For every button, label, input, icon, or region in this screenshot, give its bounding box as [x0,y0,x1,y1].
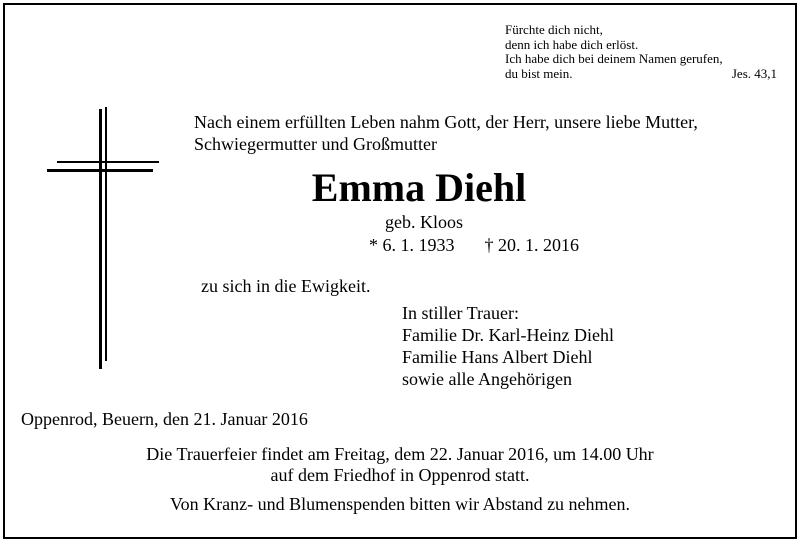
flowers-note: Von Kranz- und Blumenspenden bitten wir Abstand zu nehmen. [169,494,631,514]
intro-line-1: Nach einem erfüllten Leben nahm Gott, der Herr, unsere liebe Mutter, [194,112,698,132]
mourners-block [402,302,614,390]
funeral-info [5,444,795,486]
verse-line-4: du bist mein. [505,65,573,81]
mourners-heading: In stiller Trauer: [402,303,519,323]
verse-last-row [505,67,777,82]
birth-date: * 6. 1. 1933 [369,235,455,255]
funeral-line-1: Die Trauerfeier findet am Freitag, dem 22. Januar 2016, um 14.00 Uhr [146,444,654,464]
mourner-1: Familie Dr. Karl-Heinz Diehl [402,325,614,345]
mourner-2: Familie Hans Albert Diehl [402,347,593,367]
maiden-name: geb. Kloos [385,212,463,232]
verse-reference: Jes. 43,1 [731,65,777,81]
verse-line-3: Ich habe dich bei deinem Namen gerufen, [505,51,723,66]
life-dates [369,235,579,256]
eternity-text: zu sich in die Ewigkeit. [201,276,371,296]
place-date: Oppenrod, Beuern, den 21. Januar 2016 [21,409,308,429]
verse-line-1: Fürchte dich nicht, [505,22,603,37]
verse-line-2: denn ich habe dich erlöst. [505,36,639,52]
intro-text [194,111,698,155]
intro-line-2: Schwiegermutter und Großmutter [194,134,437,154]
obituary-notice [3,3,797,539]
deceased-name: Emma Diehl [311,165,527,210]
death-date: † 20. 1. 2016 [484,235,579,255]
funeral-line-2: auf dem Friedhof in Oppenrod statt. [270,465,530,485]
mourner-3: sowie alle Angehörigen [402,369,572,389]
bible-verse [505,23,777,81]
